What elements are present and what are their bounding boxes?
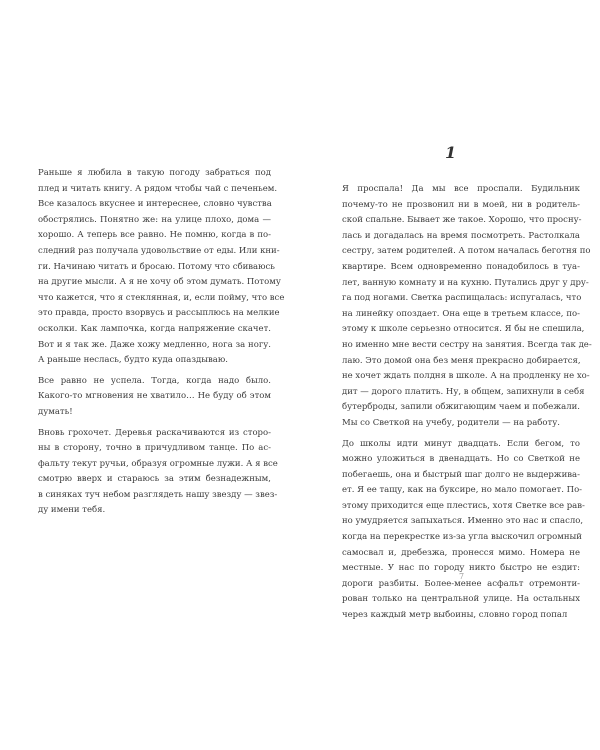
text-line: осколки. Как лампочка, когда напряжение скачет. bbox=[38, 323, 271, 334]
paragraph bbox=[38, 374, 271, 421]
text-line: Раньше я любила в такую погоду забраться под bbox=[38, 168, 271, 178]
left-page-text bbox=[38, 166, 285, 524]
text-line: дороги разбиты. Более-менее асфальт отремонти- bbox=[342, 578, 580, 589]
text-line: Я проспала! Да мы все проспали. Будильник bbox=[342, 184, 580, 194]
text-line: рован только на центральной улице. На остальных bbox=[342, 594, 580, 605]
text-line: квартире. Всем одновременно понадобилось в туа- bbox=[342, 261, 580, 272]
text-line: следний раз получала удовольствие от еды. Или кни- bbox=[38, 245, 280, 256]
text-line: самосвал и, дребезжа, пронесся мимо. Номера не bbox=[342, 547, 580, 558]
text-line: Все равно не успела. Тогда, когда надо было. bbox=[38, 375, 271, 386]
text-line: местные. У нас по городу никто быстро не ездит: bbox=[342, 563, 580, 574]
text-line: ги. Начинаю читать и бросаю. Потому что сбиваюсь bbox=[38, 261, 275, 272]
paragraph bbox=[342, 437, 585, 624]
right-page bbox=[300, 0, 600, 750]
text-line: До школы идти минут двадцать. Если бегом, то bbox=[342, 438, 580, 449]
text-line: когда на перекрестке из-за угла выскочил огромный bbox=[342, 532, 582, 543]
text-line: лет, ванную комнату и на кухню. Путались друг у дру- bbox=[342, 277, 589, 288]
text-line: Вот и я так же. Даже хожу медленно, нога за ногу. bbox=[38, 339, 271, 350]
text-line: ны в сторону, точно в причудливом танце. По ас- bbox=[38, 443, 271, 454]
text-line: не хочет ждать полдня в школе. А на продленку не хо- bbox=[342, 371, 590, 382]
text-line: почему-то не прозвонил ни в моей, ни в родитель- bbox=[342, 199, 580, 210]
text-line: этому к школе серьезно относится. Я бы не спешила, bbox=[342, 324, 585, 335]
text-line: Все казалось вкуснее и интереснее, словно чувства bbox=[38, 199, 272, 210]
text-line: смотрю вверх и стараюсь за этим безнадежным, bbox=[38, 474, 271, 485]
text-line: через каждый метр выбоины, словно город попал bbox=[342, 610, 568, 621]
text-line: дит — дорого платить. Ну, в общем, запихнули в себя bbox=[342, 386, 585, 397]
text-line: побегаешь, она и быстрый шаг долго не выдержива- bbox=[342, 469, 580, 480]
text-line: но именно мне вести сестру на занятия. Всегда так де- bbox=[342, 339, 592, 350]
text-line: это правда, просто взорвусь и рассыплюсь на мелкие bbox=[38, 308, 280, 319]
text-line: на другие мысли. А я не хочу об этом думать. Потому bbox=[38, 277, 281, 288]
text-line: Мы со Светкой на учебу, родители — на работу. bbox=[342, 417, 560, 428]
text-line: думать! bbox=[38, 406, 73, 417]
text-line: плед и читать книгу. А рядом чтобы чай с печеньем. bbox=[38, 183, 278, 194]
text-line: бутерброды, запили обжигающим чаем и побежали. bbox=[342, 402, 580, 413]
text-line: но умудряется запыхаться. Именно это нас и спасло, bbox=[342, 516, 584, 527]
paragraph bbox=[38, 426, 278, 520]
text-line: обострялись. Понятно же: на улице плохо, дома — bbox=[38, 214, 271, 225]
text-line: ду имени тебя. bbox=[38, 505, 106, 516]
text-line: что кажется, что я стеклянная, и, если пойму, что все bbox=[38, 292, 285, 303]
text-line: фальту текут ручьи, образуя огромные лужи. А я все bbox=[38, 458, 278, 469]
text-line: лаю. Это домой она без меня прекрасно добирается, bbox=[342, 355, 581, 366]
paragraph bbox=[38, 166, 285, 369]
paragraph bbox=[342, 182, 592, 432]
text-line: ет. Я ее тащу, как на буксире, но мало помогает. По- bbox=[342, 485, 583, 496]
chapter-number: 1 bbox=[445, 143, 457, 162]
text-line: А раньше неслась, будто куда опаздываю. bbox=[38, 355, 228, 366]
text-line: можно уложиться в двенадцать. Но со Светкой не bbox=[342, 454, 580, 465]
page-number: 7 bbox=[459, 572, 465, 581]
text-line: на линейку опоздает. Она еще в третьем классе, по- bbox=[342, 308, 580, 319]
text-line: га под ногами. Светка распищалась: испугалась, что bbox=[342, 293, 582, 304]
text-line: ской спальне. Бывает же такое. Хорошо, что просну- bbox=[342, 215, 582, 226]
text-line: сестру, затем родителей. А потом началась беготня по bbox=[342, 246, 591, 257]
text-line: лась и догадалась на время посмотреть. Растолкала bbox=[342, 230, 580, 241]
text-line: в синяках туч небом разглядеть нашу звезду — звез- bbox=[38, 489, 278, 500]
text-line: этому приходится еще плестись, хотя Светке все рав- bbox=[342, 500, 585, 511]
text-line: Вновь грохочет. Деревья раскачиваются из сторо- bbox=[38, 427, 271, 438]
text-line: хорошо. А теперь все равно. Не помню, когда в по- bbox=[38, 230, 271, 241]
text-line: Какого-то мгновения не хватило… Не буду об этом bbox=[38, 391, 271, 402]
right-page-text bbox=[342, 182, 592, 629]
